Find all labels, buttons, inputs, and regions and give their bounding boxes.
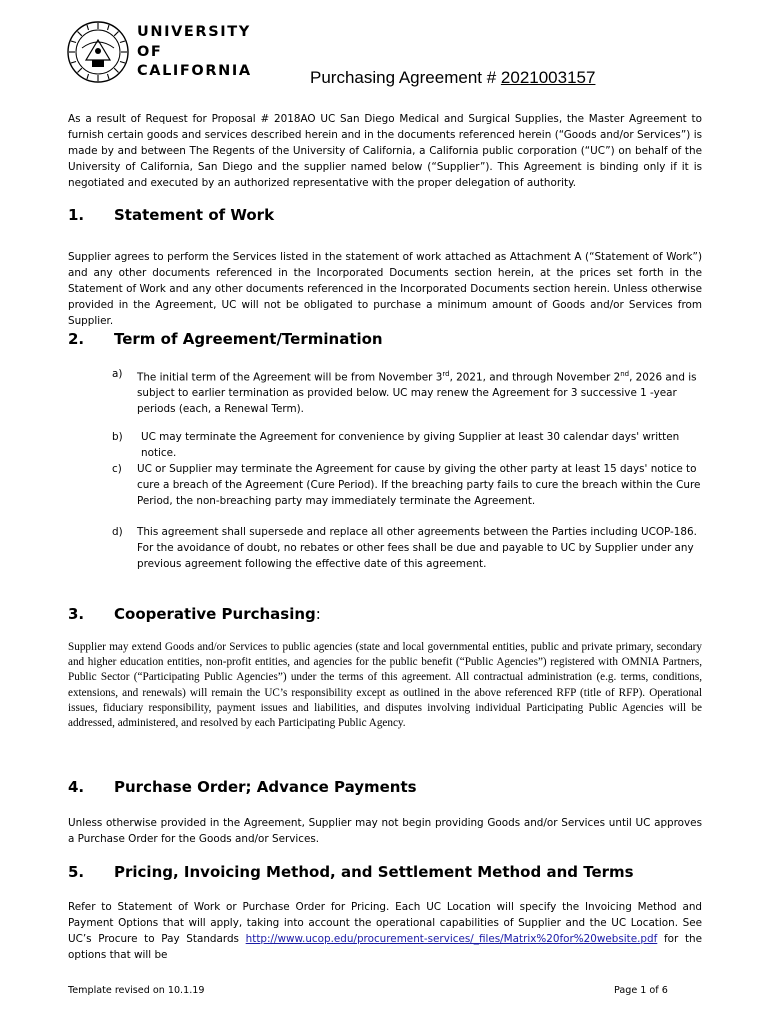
- page-number: Page 1 of 6: [614, 985, 668, 996]
- section-5-body: [68, 899, 702, 963]
- section-4-body: Unless otherwise provided in the Agreement, Supplier may not begin providing Goods and/or Services until UC approves a Purchase Order for the Goods and/or Services.: [68, 817, 702, 845]
- section-2-heading: [68, 330, 383, 348]
- section-number: 4.: [68, 778, 85, 796]
- university-logo: [66, 20, 252, 86]
- list-label: b): [112, 431, 123, 443]
- section-5-text: Refer to Statement of Work or Purchase Order for Pricing. Each UC Location will specify the Invoicing Method and Payment Options that will apply, taking into account the operational capabilities of Supplier and the UC Location. See UC’s Procure to Pay Standards: [68, 901, 702, 945]
- list-text: UC may terminate the Agreement for convenience by giving Supplier at least 30 calendar days' written notice.: [141, 431, 680, 459]
- section-number: 5.: [68, 863, 85, 881]
- section-5-heading: [68, 863, 634, 881]
- agreement-number: 2021003157: [500, 68, 596, 87]
- university-wordmark: [137, 23, 252, 82]
- term-text-3: , 2026 and is subject to earlier termination as provided below. UC may renew the Agreement for 3 successive 1 -year periods (each, a Renewal Term).: [137, 371, 697, 416]
- section-title-suffix: :: [315, 605, 321, 623]
- section-number: 3.: [68, 605, 85, 623]
- document-title: [310, 68, 595, 88]
- logo-line-3: CALIFORNIA: [137, 63, 252, 79]
- term-text-1: The initial term of the Agreement will be from November 3: [137, 371, 443, 384]
- ordinal-suffix: nd: [620, 370, 630, 378]
- template-revision-note: Template revised on 10.1.19: [68, 985, 205, 996]
- section-number: 1.: [68, 206, 85, 224]
- procure-to-pay-link[interactable]: http://www.ucop.edu/procurement-services/_files/Matrix%20for%20website.pdf: [245, 933, 658, 945]
- list-label: d): [112, 526, 123, 538]
- section-5-text-after-link: for the options that will be: [68, 933, 702, 961]
- intro-paragraph: As a result of Request for Proposal # 2018AO UC San Diego Medical and Surgical Supplies, the Master Agreement to furnish certain goods and services described herein and in the documents referenced herein (“Goods and/or Services”) is made by and between The Regents of the University of California, a California public corporation (“UC”) on behalf of the University of California, San Diego and the supplier named below (“Supplier”). This Agreement is binding only if it is negotiated and executed by an authorized representative with the proper delegation of authority.: [68, 113, 702, 189]
- section-number: 2.: [68, 330, 85, 348]
- section-title: Purchase Order; Advance Payments: [114, 778, 417, 796]
- section-1-body: Supplier agrees to perform the Services listed in the statement of work attached as Attachment A (“Statement of Work”) and any other documents referenced in the Incorporated Documents section herein, at the prices set forth in the Statement of Work and any other documents referenced in the Incorporated Documents section herein. Unless otherwise provided in the Agreement, UC will not be obligated to purchase a minimum amount of Goods and/or Services from Supplier.: [68, 251, 702, 327]
- list-label: a): [112, 368, 123, 380]
- section-title: Term of Agreement/Termination: [114, 330, 383, 348]
- section-title: Pricing, Invoicing Method, and Settlement Method and Terms: [114, 863, 634, 881]
- section-3-heading: [68, 605, 321, 623]
- section-title: Statement of Work: [114, 206, 275, 224]
- title-prefix: Purchasing Agreement #: [310, 68, 501, 87]
- section-1-heading: [68, 206, 274, 224]
- section-3-body: Supplier may extend Goods and/or Services to public agencies (state and local governmental entities, public and private primary, secondary and higher education entities, non-profit entities, and agencies for the public benefit (“Public Agencies”) registered with OMNIA Partners, Public Sector (“Participating Public Agencies”) under the terms of this agreement. All contractual administration (e.g. terms, conditions, extensions, and renewals) will remain the UC’s responsibility except as outlined in the above referenced RFP (title of RFP). Operational issues, fiduciary responsibility, payment issues and liabilities, and disputes involving individual Participating Public Agencies will be addressed, administered, and resolved by each Participating Public Agency.: [68, 641, 702, 730]
- logo-line-2: OF: [137, 43, 163, 60]
- term-text-2: , 2021, and through November 2: [449, 371, 621, 384]
- uc-seal-icon: [66, 20, 130, 84]
- section-4-heading: [68, 778, 417, 796]
- ordinal-suffix: rd: [442, 370, 450, 378]
- section-title: Cooperative Purchasing: [114, 605, 316, 623]
- list-label: c): [112, 463, 122, 475]
- logo-line-1: UNIVERSITY: [137, 24, 251, 40]
- list-text: [137, 366, 707, 417]
- list-text: This agreement shall supersede and replace all other agreements between the Parties including UCOP-186. For the avoidance of doubt, no rebates or other fees shall be due and payable to UC by Supplier under any previous agreement following the effective date of this agreement.: [137, 526, 697, 570]
- list-text: UC or Supplier may terminate the Agreement for cause by giving the other party at least 15 days' notice to cure a breach of the Agreement (Cure Period). If the breaching party fails to cure the breach within the Cure Period, the non-breaching party may immediately terminate the Agreement.: [137, 463, 701, 507]
